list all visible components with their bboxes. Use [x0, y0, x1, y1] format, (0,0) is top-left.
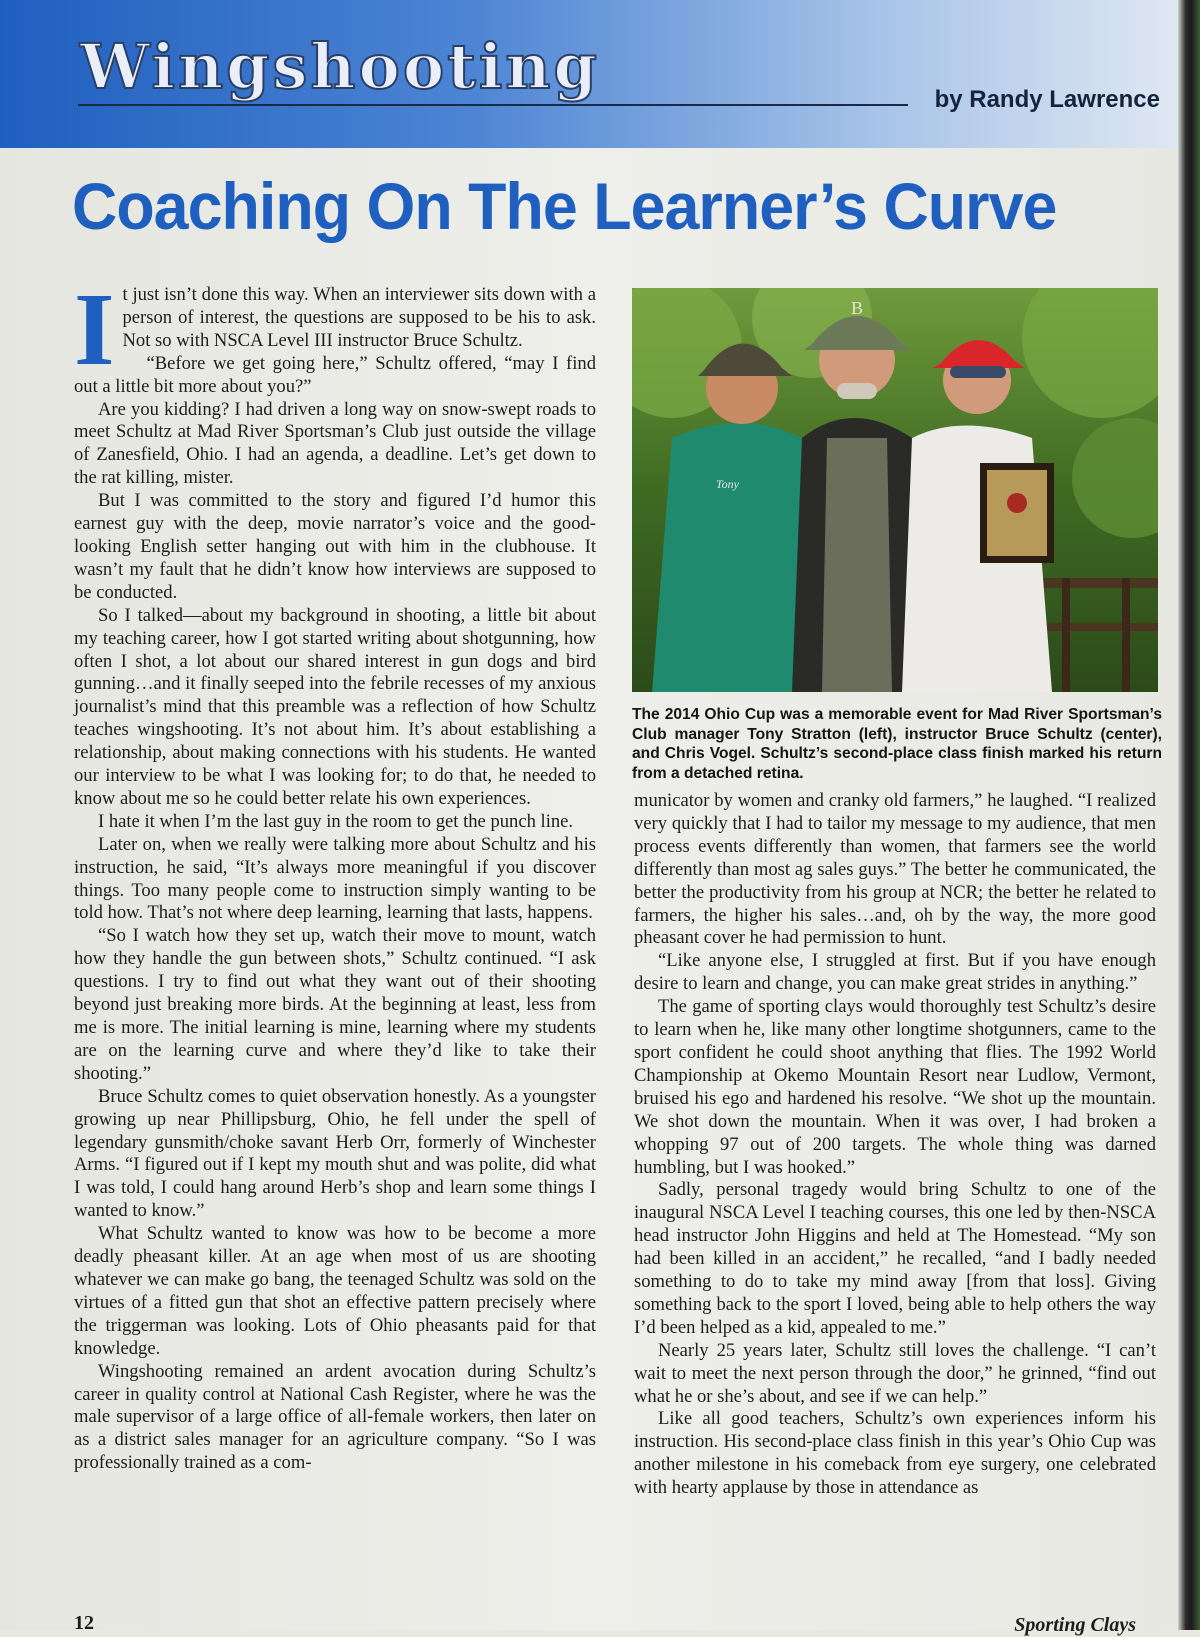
paragraph: Later on, when we really were talking more about Schultz and his instruction, he said, “It’s always more meaningful if you discover things. Too many people come to instruction simply wanting to be told how. That’s not where deep learning, learning that lasts, happens.: [74, 833, 596, 924]
paragraph: municator by women and cranky old farmers,” he laughed. “I realized very quickly that I had to tailor my message to my audience, that men process events differently than women, that farmers see the world differently than most ag sales guys.” The better he communicated, the better the productivity from his group at NCR; the better he related to farmers, the higher his sales…and, oh by the way, the more good pheasant cover he had permission to hunt.: [634, 790, 1156, 949]
paragraph: Wingshooting remained an ardent avocation during Schultz’s career in quality control at National Cash Register, where he was the male supervisor of a large office of all-female workers, then later on as a district sales manager for an agriculture company. “So I was professionally trained as a com-: [74, 1360, 596, 1474]
article-photo: [632, 288, 1158, 692]
magazine-name: Sporting Clays: [1014, 1614, 1136, 1636]
article-headline: Coaching On The Learner’s Curve: [72, 169, 1057, 243]
header-rule: [78, 104, 908, 106]
paragraph: I hate it when I’m the last guy in the room to get the punch line.: [98, 810, 574, 832]
paragraph: “So I watch how they set up, watch their move to mount, watch how they handle the gun between shots,” Schultz continued. “I ask questions. I try to find out what they want out of their shooting beyond just breaking more birds. At the beginning at least, less from me is more. The initial learning is mine, learning where my students are on the learning curve and where they’d like to take their shooting.”: [74, 925, 596, 1084]
drop-cap: I: [74, 272, 115, 387]
paragraph: “Before we get going here,” Schultz offered, “may I find out a little bit more about you?”: [74, 352, 596, 397]
paragraph: Are you kidding? I had driven a long way on snow-swept roads to meet Schultz at Mad River Sportsman’s Club just outside the village of Zanesfield, Ohio. I had an agenda, a deadline. Let’s get down to the rat killing, mister.: [74, 398, 596, 489]
photo-caption: The 2014 Ohio Cup was a memorable event for Mad River Sportsman’s Club manager Tony Stratton (left), instructor Bruce Schultz (center), and Chris Vogel. Schultz’s second-place class finish marked his return from a detached retina.: [632, 706, 1162, 782]
paragraph: Like all good teachers, Schultz’s own experiences inform his instruction. His second-place class finish in this year’s Ohio Cup was another milestone in his comeback from eye surgery, one celebrated with hearty applause by those in attendance as: [634, 1408, 1156, 1499]
shirt-name-text: Tony: [716, 477, 739, 491]
cap-logo-text: B: [851, 298, 864, 318]
paragraph: t just isn’t done this way. When an interviewer sits down with a person of interest, the questions are supposed to be his to ask. Not so with NSCA Level III instructor Bruce Schultz.: [122, 284, 596, 351]
byline: by Randy Lawrence: [934, 86, 1160, 113]
article-column-right: [634, 790, 1156, 1500]
page-edge: [1178, 0, 1200, 1630]
paragraph: But I was committed to the story and figured I’d humor this earnest guy with the deep, movie narrator’s voice and the good-looking English setter hanging out with him in the clubhouse. It wasn’t my fault that he didn’t know how interviews are supposed to be conducted.: [74, 490, 596, 603]
paragraph: Bruce Schultz comes to quiet observation honestly. As a youngster growing up near Phillipsburg, Ohio, he fell under the spell of legendary gunsmith/choke savant Herb Orr, formerly of Winchester Arms. “I figured out if I kept my mouth shut and was polite, did what I was told, I could hang around Herb’s shop and learn some things I wanted to know.”: [74, 1085, 596, 1222]
paragraph: The game of sporting clays would thoroughly test Schultz’s desire to learn when he, like many other longtime shotgunners, came to the sport confident he could shoot anything that flies. The 1992 World Championship at Okemo Mountain Resort near Ludlow, Vermont, bruised his ego and hardened his resolve. “We shot up the mountain. We shot down the mountain. When it was over, I had broken a whopping 97 out of 200 targets. The whole thing was darned humbling, but I was hooked.”: [634, 996, 1156, 1178]
page-number: 12: [74, 1612, 94, 1634]
paragraph: “Like anyone else, I struggled at first. But if you have enough desire to learn and change, you can make great strides in anything.”: [634, 950, 1156, 995]
paragraph: So I talked—about my background in shooting, a little bit about my teaching career, how I got started writing about shotgunning, how often I shot, a lot about our shared interest in gun dogs and bird gunning…and it finally seeped into the febrile recesses of my anxious journalist’s mind that this preamble was a reflection of how Schultz teaches wingshooting. It’s not about him. It’s about establishing a relationship, about making connections with his students. He wanted our interview to be what I was looking for; to do that, he needed to know about me so he could better relate his own experiences.: [74, 604, 596, 809]
section-title: Wingshooting: [80, 30, 600, 103]
photo-illustration: [632, 288, 1158, 692]
paragraph: What Schultz wanted to know was how to be become a more deadly pheasant killer. At an age when most of us are shooting whatever we can make go bang, the teenaged Schultz was sold on the virtues of a fitted gun that shot an effective pattern precisely where the triggerman was looking. Lots of Ohio pheasants paid for that knowledge.: [74, 1223, 596, 1359]
paragraph: Sadly, personal tragedy would bring Schultz to one of the inaugural NSCA Level I teaching courses, this one led by then-NSCA head instructor John Higgins and held at The Homestead. “My son had been killed in an accident,” he recalled, “and I badly needed something to do to take my mind away [from that loss]. Giving something back to the sport I loved, being able to help others the way I’d been helped as a kid, appealed to me.”: [634, 1179, 1156, 1338]
paragraph: Nearly 25 years later, Schultz still loves the challenge. “I can’t wait to meet the next person through the door,” he grinned, “find out what he or she’s about, and see if we can help.”: [634, 1339, 1156, 1407]
article-column-left: [74, 272, 596, 1475]
